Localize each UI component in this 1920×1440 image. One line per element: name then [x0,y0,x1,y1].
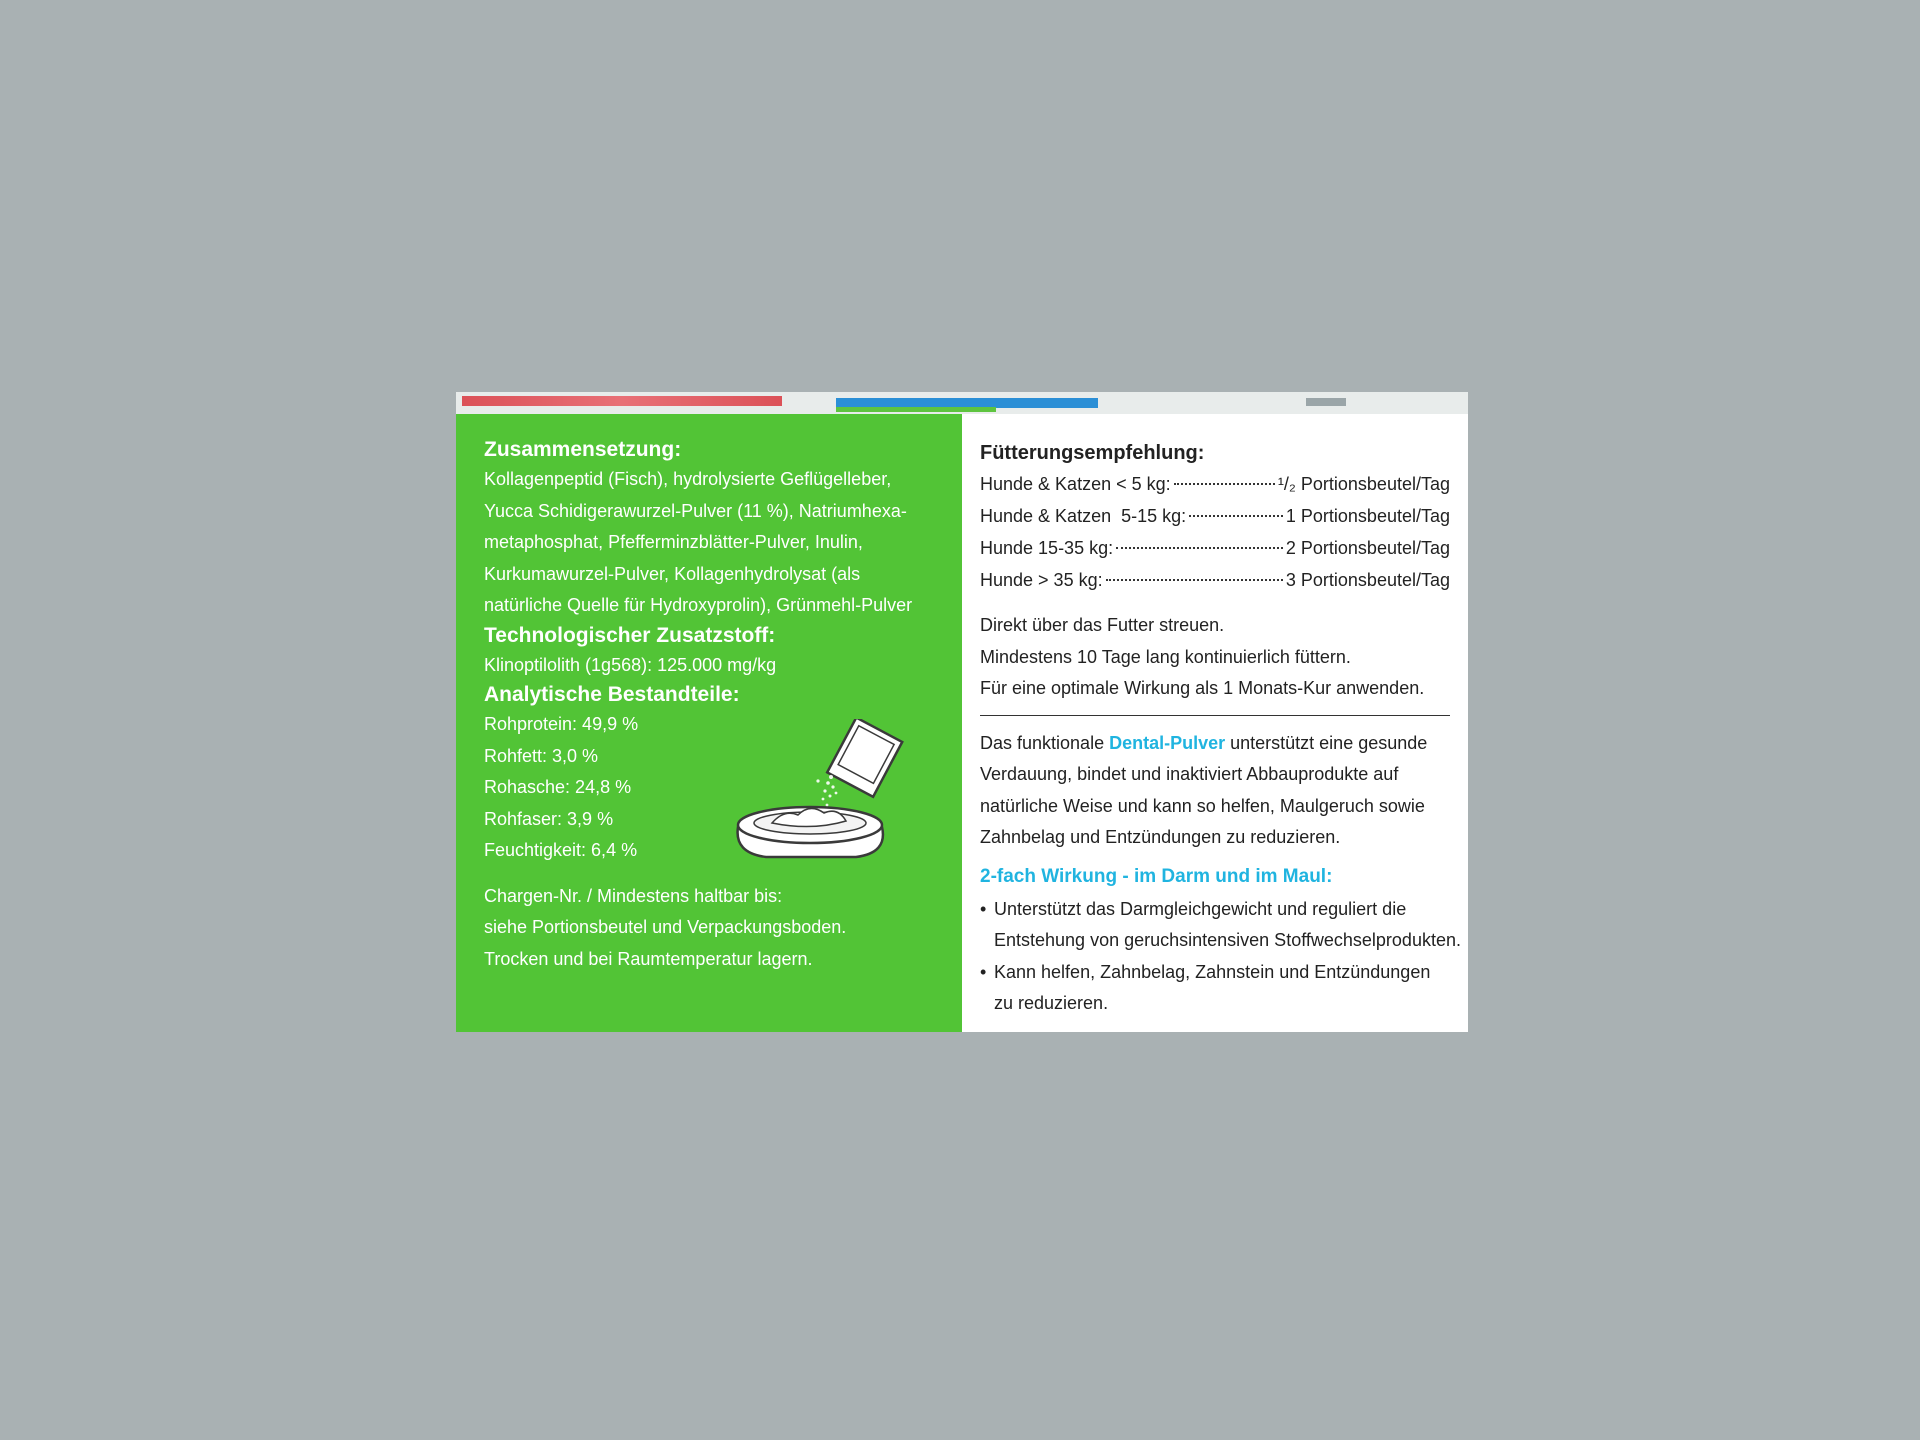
storage-line: siehe Portionsbeutel und Verpackungsboden. [484,917,847,937]
top-edge-green-print [836,407,996,412]
feeding-amount: ¹/₂ Portionsbeutel/Tag [1277,474,1450,494]
storage-info [484,881,962,976]
storage-line: Chargen-Nr. / Mindestens haltbar bis: [484,885,783,906]
feeding-amount: 2 Portionsbeutel/Tag [1285,538,1450,558]
effect-heading: 2-fach Wirkung - im Darm und im Maul: [980,865,1333,887]
feeding-row [980,564,1450,596]
dotted-leader [1174,483,1275,485]
bullet-item [980,894,1461,957]
storage-line: Trocken und bei Raumtemperatur lagern. [484,948,813,969]
instruction-line: Direkt über das Futter streuen. [980,615,1225,635]
feeding-row [980,500,1450,532]
additive-heading: Technologischer Zusatzstoff: [484,623,776,647]
instruction-line: Mindestens 10 Tage lang kontinuierlich füttern. [980,646,1351,667]
top-edge-grey-print [1306,398,1346,406]
box-top-edge [456,392,1468,415]
composition-line: Kurkumawurzel-Pulver, Kollagenhydrolysat (als [484,563,861,584]
composition-heading: Zusammensetzung: [484,438,682,461]
divider [980,715,1450,716]
composition-line: Yucca Schidigerawurzel-Pulver (11 %), Natriumhexa- [484,500,907,521]
feeding-weight-label: Hunde 15-35 kg: [980,538,1114,558]
analytics-item: Rohfett: 3,0 % [484,745,599,766]
effect-bullets [980,894,1461,1020]
feeding-amount: 1 Portionsbeutel/Tag [1285,506,1450,526]
description-line: natürliche Weise und kann so helfen, Maulgeruch sowie [980,795,1425,816]
bullet-icon: • [980,898,987,919]
bullet-line: zu reduzieren. [994,993,1109,1013]
top-edge-red-print [462,396,782,406]
product-description [980,728,1450,854]
description-text: unterstützt eine gesunde [1225,732,1428,753]
description-line: Zahnbelag und Entzündungen zu reduzieren. [980,827,1341,847]
composition-line: metaphosphat, Pfefferminzblätter-Pulver, Inulin, [484,532,863,552]
additive-line: Klinoptilolith (1g568): 125.000 mg/kg [484,654,777,675]
analytics-item: Feuchtigkeit: 6,4 % [484,840,638,860]
analytics-item: Rohfaser: 3,9 % [484,808,614,829]
feeding-panel [962,414,1468,1032]
feeding-heading: Fütterungsempfehlung: [980,442,1205,464]
bullet-icon: • [980,961,987,982]
usage-instructions [980,610,1450,705]
powder-sachet-bowl-icon [726,719,926,869]
analytics-item: Rohprotein: 49,9 % [484,714,639,734]
description-line: Verdauung, bindet und inaktiviert Abbauprodukte auf [980,764,1399,784]
dotted-leader [1189,515,1283,517]
dotted-leader [1106,579,1283,581]
analytics-item: Rohasche: 24,8 % [484,777,632,797]
feeding-table [980,468,1450,596]
instruction-line: Für eine optimale Wirkung als 1 Monats-Kur anwenden. [980,678,1425,698]
dotted-leader [1116,547,1283,549]
feeding-weight-label: Hunde > 35 kg: [980,570,1103,590]
feeding-weight-label: Hunde & Katzen < 5 kg: [980,474,1171,494]
composition-panel [456,414,962,1032]
composition-line: natürliche Quelle für Hydroxyprolin), Grünmehl-Pulver [484,595,913,615]
product-box-back [456,392,1468,1032]
bullet-line: Kann helfen, Zahnbelag, Zahnstein und Entzündungen [994,961,1431,982]
bullet-line: Entstehung von geruchsintensiven Stoffwechselprodukten. [994,930,1461,950]
feeding-row [980,532,1450,564]
bullet-line: Unterstützt das Darmgleichgewicht und reguliert die [994,898,1407,919]
feeding-row [980,468,1450,500]
feeding-amount: 3 Portionsbeutel/Tag [1285,570,1450,590]
bullet-item [980,957,1450,1020]
composition-line: Kollagenpeptid (Fisch), hydrolysierte Geflügelleber, [484,469,892,489]
bullet-text [994,894,1461,957]
product-name-highlight: Dental-Pulver [1109,732,1226,753]
description-text: Das funktionale [980,732,1110,753]
analytics-heading: Analytische Bestandteile: [484,683,740,706]
composition-text [484,464,962,622]
bullet-text [994,957,1450,1020]
feeding-weight-label: Hunde & Katzen 5-15 kg: [980,506,1187,526]
